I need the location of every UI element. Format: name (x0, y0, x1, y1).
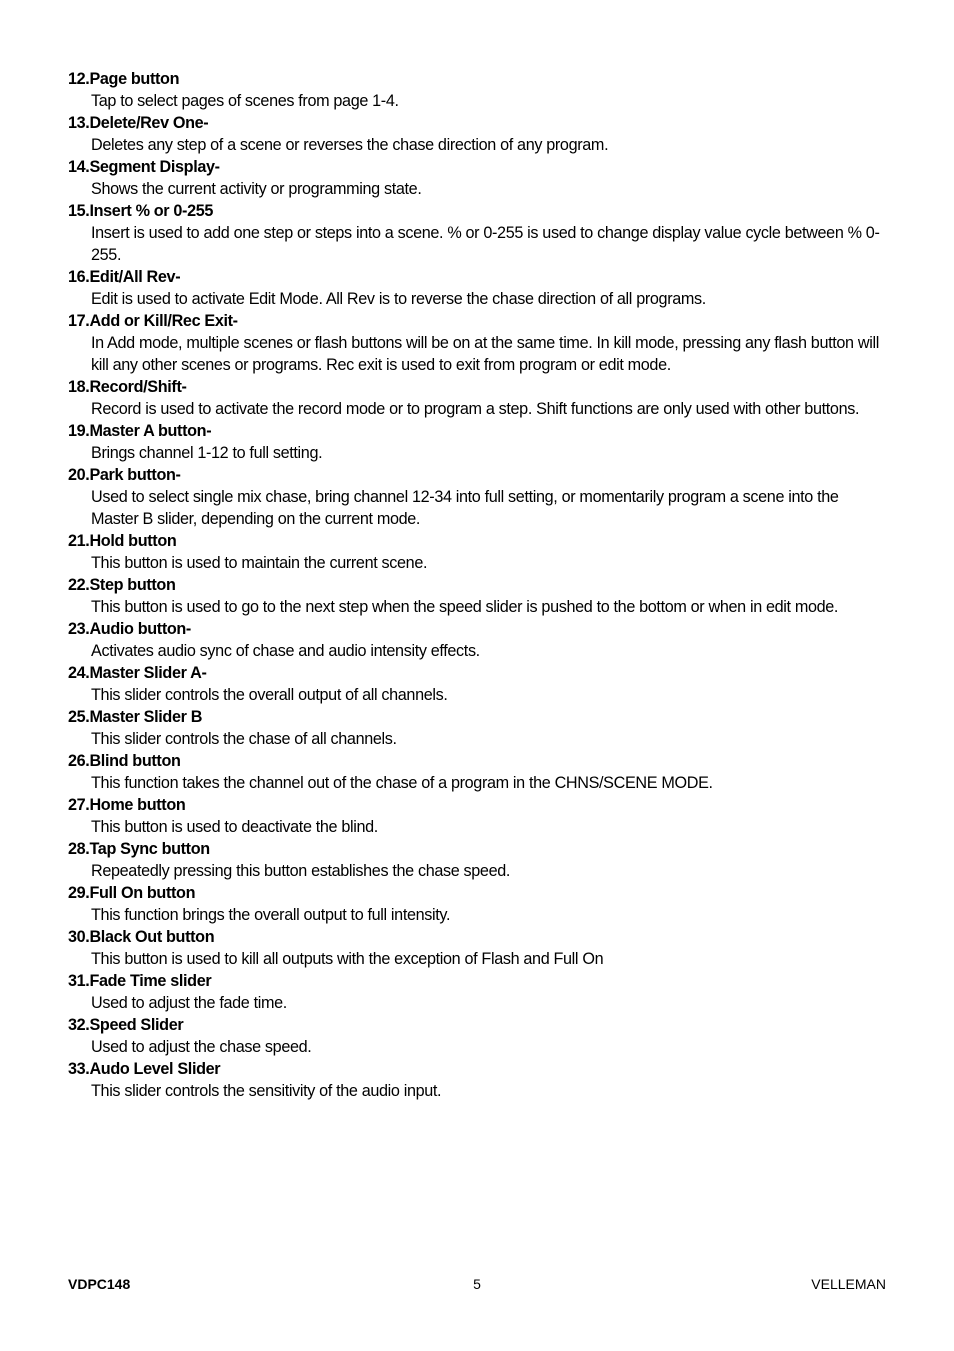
item-description: Edit is used to activate Edit Mode. All Rev is to reverse the chase direction of all programs. (91, 290, 706, 308)
item-description: Used to select single mix chase, bring channel 12-34 into full setting, or momentarily program a scene into the Master B slider, depending on the current mode. (91, 488, 839, 528)
item-heading: 23.Audio button- (68, 620, 191, 638)
list-item (68, 1014, 888, 1058)
footer-model: VDPC148 (68, 1276, 131, 1292)
item-heading: 13.Delete/Rev One- (68, 114, 209, 132)
item-heading: 16.Edit/All Rev- (68, 268, 181, 286)
list-item (68, 156, 888, 200)
item-heading: 32.Speed Slider (68, 1016, 184, 1034)
function-list (68, 68, 888, 1102)
list-item (68, 750, 888, 794)
item-description: Shows the current activity or programming state. (91, 180, 422, 198)
list-item (68, 618, 888, 662)
item-heading: 29.Full On button (68, 884, 196, 902)
item-heading: 22.Step button (68, 576, 176, 594)
item-heading: 19.Master A button- (68, 422, 212, 440)
item-description: This button is used to maintain the current scene. (91, 554, 428, 572)
item-heading: 14.Segment Display- (68, 158, 220, 176)
item-heading: 12.Page button (68, 70, 180, 88)
item-heading: 18.Record/Shift- (68, 378, 187, 396)
item-description: In Add mode, multiple scenes or flash buttons will be on at the same time. In kill mode, pressing any flash button will kill any other scenes or programs. Rec exit is used to exit from program or edit mode. (91, 334, 879, 374)
item-heading: 24.Master Slider A- (68, 664, 207, 682)
item-description: This function takes the channel out of the chase of a program in the CHNS/SCENE MODE. (91, 774, 713, 792)
list-item (68, 662, 888, 706)
item-heading: 20.Park button- (68, 466, 181, 484)
list-item (68, 530, 888, 574)
list-item (68, 574, 888, 618)
item-heading: 21.Hold button (68, 532, 177, 550)
list-item (68, 376, 888, 420)
item-heading: 25.Master Slider B (68, 708, 203, 726)
item-description: Deletes any step of a scene or reverses the chase direction of any program. (91, 136, 609, 154)
item-heading: 26.Blind button (68, 752, 181, 770)
item-description: Activates audio sync of chase and audio intensity effects. (91, 642, 480, 660)
item-heading: 27.Home button (68, 796, 186, 814)
item-description: This button is used to kill all outputs with the exception of Flash and Full On (91, 950, 604, 968)
list-item (68, 200, 888, 266)
item-heading: 15.Insert % or 0-255 (68, 202, 214, 220)
list-item (68, 882, 888, 926)
item-description: This function brings the overall output to full intensity. (91, 906, 451, 924)
item-description: This button is used to go to the next step when the speed slider is pushed to the bottom or when in edit mode. (91, 598, 839, 616)
item-description: This button is used to deactivate the blind. (91, 818, 378, 836)
list-item (68, 68, 888, 112)
item-description: Repeatedly pressing this button establishes the chase speed. (91, 862, 511, 880)
list-item (68, 794, 888, 838)
list-item (68, 310, 888, 376)
item-description: This slider controls the sensitivity of the audio input. (91, 1082, 442, 1100)
item-heading: 33.Audo Level Slider (68, 1060, 221, 1078)
item-description: Insert is used to add one step or steps into a scene. % or 0-255 is used to change display value cycle between % 0-255. (91, 224, 880, 264)
item-heading: 31.Fade Time slider (68, 972, 212, 990)
list-item (68, 838, 888, 882)
footer-brand: VELLEMAN (811, 1276, 886, 1292)
list-item (68, 464, 888, 530)
item-description: Record is used to activate the record mode or to program a step. Shift functions are only used with other buttons. (91, 400, 860, 418)
item-description: Used to adjust the chase speed. (91, 1038, 312, 1056)
list-item (68, 420, 888, 464)
list-item (68, 926, 888, 970)
list-item (68, 266, 888, 310)
item-description: Used to adjust the fade time. (91, 994, 287, 1012)
list-item (68, 112, 888, 156)
item-description: This slider controls the chase of all channels. (91, 730, 397, 748)
footer-page-number: 5 (473, 1276, 481, 1292)
list-item (68, 706, 888, 750)
page-footer (68, 1274, 886, 1294)
item-heading: 28.Tap Sync button (68, 840, 210, 858)
item-heading: 17.Add or Kill/Rec Exit- (68, 312, 238, 330)
item-description: This slider controls the overall output of all channels. (91, 686, 448, 704)
list-item (68, 970, 888, 1014)
item-heading: 30.Black Out button (68, 928, 215, 946)
item-description: Brings channel 1-12 to full setting. (91, 444, 323, 462)
item-description: Tap to select pages of scenes from page 1-4. (91, 92, 399, 110)
list-item (68, 1058, 888, 1102)
